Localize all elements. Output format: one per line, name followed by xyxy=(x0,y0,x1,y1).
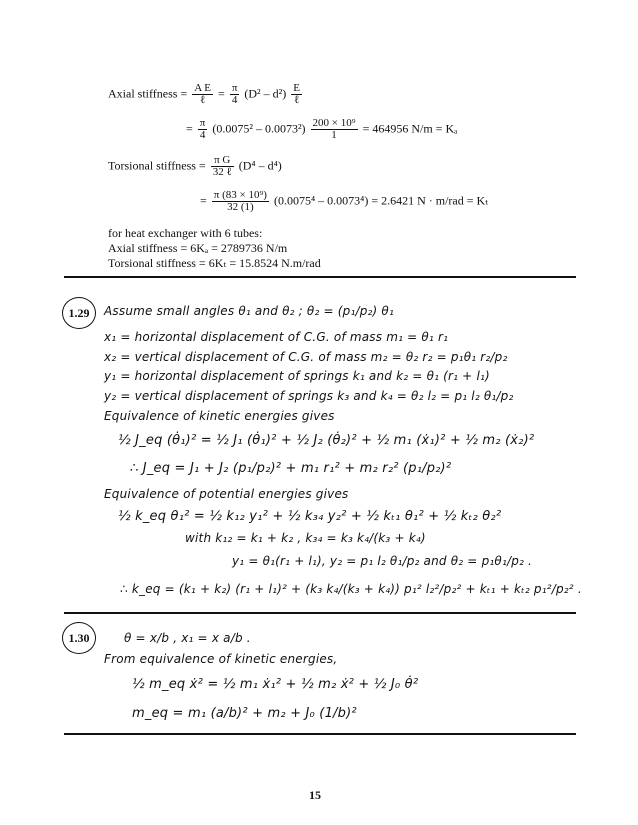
axial-total: Axial stiffness = 6Kₐ = 2789736 N/m xyxy=(108,241,288,255)
page-number: 15 xyxy=(309,788,321,802)
p129-line-10: ½ k_eq θ₁² = ½ k₁₂ y₁² + ½ k₃₄ y₂² + ½ kₜ₁ θ₁² + ½ kₜ₂ θ₂² xyxy=(118,509,502,524)
p129-line-2: x₁ = horizontal displacement of C.G. of mass m₁ = θ₁ r₁ xyxy=(104,330,449,344)
problem-number-badge-2: 1.30 xyxy=(62,622,96,654)
p129-line-3: x₂ = vertical displacement of C.G. of mass m₂ = θ₂ r₂ = p₁θ₁ r₂/p₂ xyxy=(104,350,508,364)
pi-over-4-fraction-2: $\frac{\pi}{4}$ xyxy=(199,117,206,141)
axial-label: Axial stiffness = xyxy=(108,86,188,101)
p130-line-3: ½ m_eq ẋ² = ½ m₁ ẋ₁² + ½ m₂ ẋ² + ½ J₀ θ̇² xyxy=(132,677,419,692)
pig-fraction: $\frac{\text{π G}}{\text{32 ℓ}}$ xyxy=(212,154,232,178)
p129-line-13: ∴ k_eq = (k₁ + k₂) (r₁ + l₁)² + (k₃ k₄/(k₃ + k₄)) p₁² l₂²/p₂² + kₜ₁ + kₜ₂ p₁²/p₂² . xyxy=(120,582,582,596)
pi-83-fraction: $\frac{\text{π (83 × 10⁹)}}{32 (1)}$ xyxy=(213,189,267,213)
p129-line-1: Assume small angles θ₁ and θ₂ ; θ₂ = (p₁/p₂) θ₁ xyxy=(104,304,394,318)
p129-line-9: Equivalence of potential energies gives xyxy=(104,487,349,501)
torsional-stiffness-line1: Torsional stiffness = $\frac{\text{π G}}{\text{32 ℓ}}$ (D⁴ – d⁴) xyxy=(108,154,282,178)
divider-3 xyxy=(64,733,576,735)
axial-stiffness-line1: Axial stiffness = $\frac{\text{A E}}{\text{ℓ}}$ = $\frac{\pi}{4}$ (D² – d²) $\frac{E}{\text{ℓ}}$ xyxy=(108,82,300,106)
torsional-result: (0.0075⁴ – 0.0073⁴) = 2.6421 N · m/rad = Kₜ xyxy=(273,193,489,208)
p130-line-1: θ = x/b , x₁ = x a/b . xyxy=(124,631,251,645)
p129-line-8: ∴ J_eq = J₁ + J₂ (p₁/p₂)² + m₁ r₁² + m₂ r₂² (p₁/p₂)² xyxy=(130,461,452,476)
divider-1 xyxy=(64,276,576,278)
axial-stiffness-line2: = $\frac{\pi}{4}$ (0.0075² – 0.0073²) $\frac{\text{200 × 10⁹}}{1}$ = 464956 N/m = Kₐ xyxy=(186,117,458,141)
problem-number-badge: 1.29 xyxy=(62,297,96,329)
axial-result: = 464956 N/m = Kₐ xyxy=(362,121,458,136)
p129-line-5: y₂ = vertical displacement of springs k₃ and k₄ = θ₂ l₂ = p₁ l₂ θ₁/p₂ xyxy=(104,389,514,403)
pi-over-4-fraction: $\frac{\pi}{4}$ xyxy=(231,82,238,106)
ae-over-l-fraction: $\frac{\text{A E}}{\text{ℓ}}$ xyxy=(194,82,212,106)
p129-line-12: y₁ = θ₁(r₁ + l₁), y₂ = p₁ l₂ θ₁/p₂ and θ₂ = p₁θ₁/p₂ . xyxy=(232,554,533,568)
tubes-line: for heat exchanger with 6 tubes: xyxy=(108,226,263,240)
p129-line-6: Equivalence of kinetic energies gives xyxy=(104,409,335,423)
divider-2 xyxy=(64,612,576,614)
torsional-stiffness-line2: = $\frac{\text{π (83 × 10⁹)}}{32 (1)}$ (0.0075⁴ – 0.0073⁴) = 2.6421 N · m/rad = Kₜ xyxy=(200,189,489,213)
p129-line-7: ½ J_eq (θ̇₁)² = ½ J₁ (θ̇₁)² + ½ J₂ (θ̇₂)² + ½ m₁ (ẋ₁)² + ½ m₂ (ẋ₂)² xyxy=(118,433,535,448)
modulus-fraction: $\frac{\text{200 × 10⁹}}{1}$ xyxy=(312,117,356,141)
p130-line-4: m_eq = m₁ (a/b)² + m₂ + J₀ (1/b)² xyxy=(132,706,357,721)
p129-line-4: y₁ = horizontal displacement of springs k₁ and k₂ = θ₁ (r₁ + l₁) xyxy=(104,369,490,383)
p129-line-11: with k₁₂ = k₁ + k₂ , k₃₄ = k₃ k₄/(k₃ + k₄) xyxy=(185,531,426,545)
e-over-l-fraction: $\frac{E}{\text{ℓ}}$ xyxy=(293,82,300,106)
torsional-total: Torsional stiffness = 6Kₜ = 15.8524 N.m/rad xyxy=(108,256,321,270)
p130-line-2: From equivalence of kinetic energies, xyxy=(104,652,338,666)
